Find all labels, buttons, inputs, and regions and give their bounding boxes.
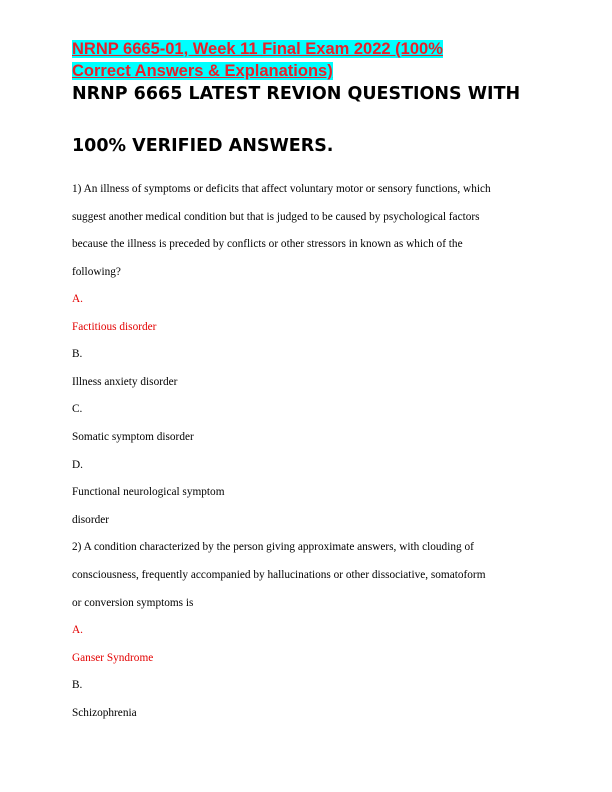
question-2-option-b-letter: B. <box>72 679 83 691</box>
question-1-option-d-letter: D. <box>72 459 83 471</box>
question-1-option-b-text: Illness anxiety disorder <box>72 376 178 388</box>
document-heading-line-1: NRNP 6665 LATEST REVION QUESTIONS WITH <box>72 84 521 104</box>
question-1-option-a-text: Factitious disorder <box>72 321 157 333</box>
question-1-option-b-letter: B. <box>72 348 83 360</box>
question-1-option-d-text-line-2: disorder <box>72 514 110 526</box>
question-1-option-c-letter: C. <box>72 403 83 415</box>
question-2-stem-line-1: 2) A condition characterized by the person giving approximate answers, with clouding of <box>72 541 474 553</box>
banner-title-text: NRNP 6665-01, Week 11 Final Exam 2022 (100% Correct Answers & Explanations) <box>72 40 443 80</box>
question-1-stem-line-4: following? <box>72 266 121 278</box>
question-2-stem-line-3: or conversion symptoms is <box>72 597 194 609</box>
question-1-stem-line-1: 1) An illness of symptoms or deficits that affect voluntary motor or sensory functions, which <box>72 183 491 195</box>
question-1-stem-line-3: because the illness is preceded by conflicts or other stressors in known as which of the <box>72 238 463 250</box>
question-2-stem-line-2: consciousness, frequently accompanied by hallucinations or other dissociative, somatoform <box>72 569 486 581</box>
document-heading-line-2: 100% VERIFIED ANSWERS. <box>72 136 334 156</box>
question-2-option-b-text: Schizophrenia <box>72 707 137 719</box>
question-1-stem-line-2: suggest another medical condition but that is judged to be caused by psychological factors <box>72 211 480 223</box>
question-2-option-a-letter: A. <box>72 624 83 636</box>
question-1-option-a-letter: A. <box>72 293 83 305</box>
question-2-option-a-text: Ganser Syndrome <box>72 652 154 664</box>
question-1-option-c-text: Somatic symptom disorder <box>72 431 194 443</box>
question-1-option-d-text-line-1: Functional neurological symptom <box>72 486 225 498</box>
document-banner-title[interactable] <box>72 38 502 82</box>
